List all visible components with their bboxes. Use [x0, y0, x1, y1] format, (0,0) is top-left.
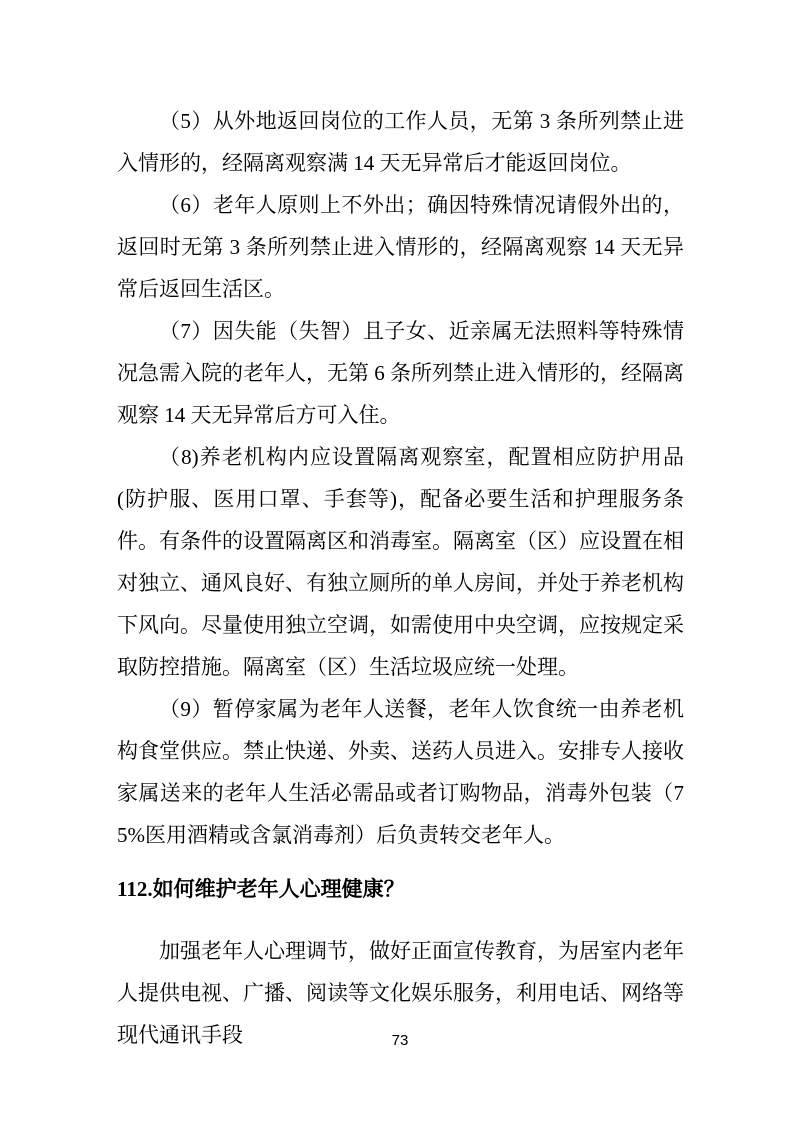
paragraph-item-7: （7）因失能（失智）且子女、近亲属无法照料等特殊情况急需入院的老年人，无第 6 条所列禁止进入情形的，经隔离观察 14 天无异常后方可入住。	[117, 319, 684, 427]
paragraph-mental-health: 加强老年人心理调节，做好正面宣传教育，为居室内老年人提供电视、广播、阅读等文化娱乐服务，利用电话、网络等现代通讯手段	[117, 939, 684, 1047]
paragraph-item-9: （9）暂停家属为老年人送餐，老年人饮食统一由养老机构食堂供应。禁止快递、外卖、送药人员进入。安排专人接收家属送来的老年人生活必需品或者订购物品，消毒外包装（75%医用酒精或含氯消毒剂）后负责转交老年人。	[117, 697, 684, 847]
section-heading-112: 112.如何维护老年人心理健康？	[117, 877, 405, 901]
paragraph-item-5: （5）从外地返回岗位的工作人员，无第 3 条所列禁止进入情形的，经隔离观察满 14 天无异常后才能返回岗位。	[117, 109, 684, 175]
paragraph-item-6: （6）老年人原则上不外出；确因特殊情况请假外出的，返回时无第 3 条所列禁止进入情形的，经隔离观察 14 天无异常后返回生活区。	[117, 193, 684, 301]
paragraph-item-8: （8)养老机构内应设置隔离观察室，配置相应防护用品(防护服、医用口罩、手套等)，配备必要生活和护理服务条件。有条件的设置隔离区和消毒室。隔离室（区）应设置在相对独立、通风良好、有独立厕所的单人房间，并处于养老机构下风向。尽量使用独立空调，如需使用中央空调，应按规定采取防控措施。隔离室（区）生活垃圾应统一处理。	[117, 445, 684, 679]
page-number: 73	[391, 1032, 409, 1049]
page-content	[117, 100, 684, 1056]
